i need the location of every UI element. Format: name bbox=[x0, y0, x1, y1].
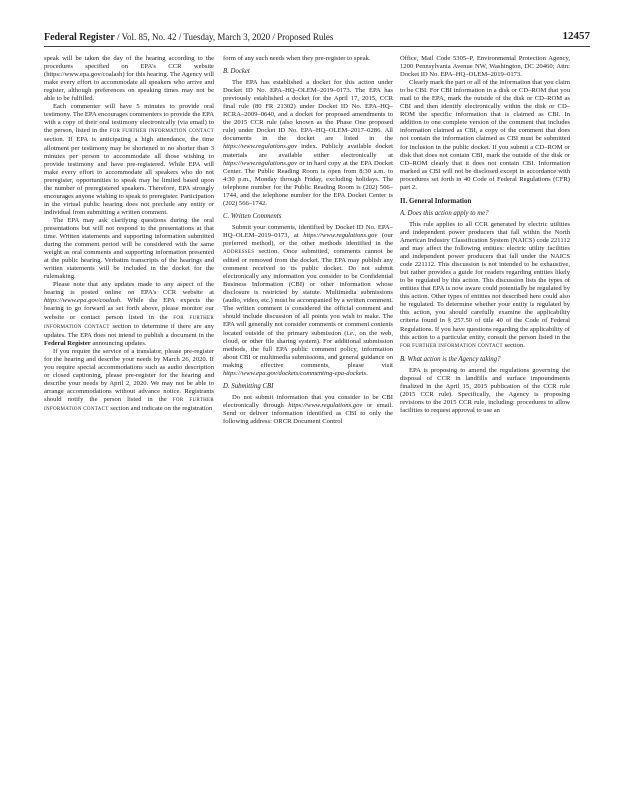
paragraph: This rule applies to all CCR generated by electric utilities and independent power producers that fall within the North American Industry Classification System (NAICS) code 221112 and may affect the following entities: electric utility facilities and independent power producers that fall under the NAICS code 221112. This discussion is not intended to be exhaustive, but rather provides a guide for readers regarding entities likely to be regulated by this action. This discussion lists the types of entities that EPA is now aware could potentially be regulated by this action. Other types of entities not described here could also be regulated. To determine whether your entity is regulated by this action, you should carefully examine the applicability criteria found in § 257.50 of title 40 of the Code of Federal Regulations. If you have questions regarding the applicability of this action to a particular entity, consult the person listed in the FOR FURTHER INFORMATION CONTACT section. bbox=[400, 220, 570, 349]
header-citation bbox=[44, 30, 333, 45]
journal-name: Federal Register bbox=[44, 32, 115, 43]
column-3 bbox=[400, 55, 570, 795]
paragraph: speak will be taken the day of the hearing according to the procedures specified on EPA's CCR website (https://www.epa.gov/coalash) for this hearing. The Agency will make every effort to accommodate all speakers who arrive and register, although preferences on speaking times may not be able to be fulfilled. bbox=[44, 55, 214, 103]
dockets-link[interactable]: https://www.epa.gov/dockets/commenting-epa-dockets bbox=[223, 369, 367, 377]
addresses-reference: ADDRESSES bbox=[223, 250, 255, 256]
regulations-link[interactable]: https://www.regulations.gov bbox=[223, 143, 297, 151]
section-heading-docket: B. Docket bbox=[223, 68, 250, 76]
section-heading-general-information: II. General Information bbox=[400, 196, 472, 205]
section-heading-submitting-cbi: D. Submitting CBI bbox=[223, 382, 274, 390]
contact-reference: FOR FURTHER INFORMATION CONTACT bbox=[44, 397, 214, 413]
section-heading-applicability: A. Does this action apply to me? bbox=[400, 209, 489, 217]
issue-details: / Vol. 85, No. 42 / Tuesday, March 3, 2020 / Proposed Rules bbox=[114, 32, 334, 42]
page-header bbox=[44, 30, 590, 47]
federal-register-ref: Federal Register bbox=[44, 339, 91, 347]
contact-reference: FOR FURTHER INFORMATION CONTACT bbox=[109, 129, 214, 135]
paragraph: The EPA has established a docket for this action under Docket ID No. EPA–HQ–OLEM–2019–0173. The EPA has previously established a docket for the April 17, 2015, CCR final rule (80 FR 21302) under Docket ID No. EPA–HQ–RCRA–2009–0640, and a docket for proposed amendments to the 2015 CCR rule (also known as the Phase One proposed rule) under Docket ID No. EPA–HQ–OLEM–2017–0286. All documents in the docket are listed in the https://www.regulations.gov index. Publicly available docket materials are available either electronically at https://www.regulations.gov or in hard copy at the EPA Docket Center. The Public Reading Room is open from 8:30 a.m. to 4:30 p.m., Monday through Friday, excluding holidays. The telephone number for the Public Reading Room is (202) 566–1744, and the telephone number for the EPA Docket Center is (202) 566–1742. bbox=[223, 79, 393, 207]
website-link[interactable]: https://www.epa.gov/coalash bbox=[44, 297, 121, 305]
paragraph: The EPA may ask clarifying questions during the oral presentations but will not respond to the presentations at that time. Written statements and supporting information submitted during the comment period will be considered with the same weight as oral comments and supporting information presented at the public hearing. Verbatim transcripts of the hearings and written statements will be included in the docket for the rulemaking. bbox=[44, 216, 214, 281]
regulations-link[interactable]: https://www.regulations.gov bbox=[223, 159, 297, 167]
paragraph: EPA is proposing to amend the regulations governing the disposal of CCR in landfills and surface impoundments finalized in the April 15, 2015 publication of the CCR rule (2015 CCR rule). Specifically, the Agency is proposing revisions to the 2015 CCR rule, including: procedures to allow facilities to request approval to use an bbox=[400, 366, 570, 414]
page-number: 12457 bbox=[562, 30, 590, 42]
paragraph: Please note that any updates made to any aspect of the hearing is posted online on EPA's CCR website at https://www.epa.gov/coalash. While the EPA expects the hearing to go forward as set forth above, please monitor our website or contact person listed in the FOR FURTHER INFORMATION CONTACT section to determine if there are any updates. The EPA does not intend to publish a document in the Federal Register announcing updates. bbox=[44, 281, 214, 347]
paragraph: If you require the service of a translator, please pre-register for the hearing and describe your needs by March 26, 2020. If you require special accommodations such as audio description or closed captioning, please pre-register for the hearing and describe your needs by April 2, 2020. We may not be able to arrange accommodations without advance notice. Registrants should notify the person listed in the FOR FURTHER INFORMATION CONTACT section and indicate on the registration bbox=[44, 347, 214, 413]
column-2 bbox=[223, 55, 393, 795]
paragraph: Each commenter will have 5 minutes to provide oral testimony. The EPA encourages commenters to provide the EPA with a copy of their oral testimony electronically (via email) to the person, listed in the FOR FURTHER INFORMATION CONTACT section. If EPA is anticipating a high attendance, the time allotment per testimony may be shortened to no shorter than 3 minutes per person to accommodate all those wishing to provide testimony and have pre-registered. While EPA will make every effort to accommodate all speakers who do not preregister, opportunities to speak may be limited based upon the number of preregistered speakers. Therefore, EPA strongly encourages anyone wishing to speak to preregister. Participation in the virtual public hearing does not preclude any entity or individual from submitting a written comment. bbox=[44, 103, 214, 216]
section-heading-agency-action: B. What action is the Agency taking? bbox=[400, 355, 501, 363]
paragraph: form of any such needs when they pre-register to speak. bbox=[223, 55, 371, 62]
paragraph: Office, Mail Code 5305–P, Environmental Protection Agency, 1200 Pennsylvania Avenue NW, Washington, DC 20460; Attn: Docket ID No. EPA–HQ–OLEM–2019–0173. bbox=[400, 55, 570, 79]
column-1 bbox=[44, 55, 214, 795]
paragraph: Clearly mark the part or all of the information that you claim to be CBI. For CBI information in a disk or CD–ROM that you mail to the EPA, mark the outside of the disk or CD–ROM as CBI and then identify electronically within the disk or CD–ROM the specific information that is claimed as CBI. In addition to one complete version of the comment that includes information claimed as CBI, a copy of the comment that does not contain the information claimed as CBI must be submitted for inclusion in the public docket. If you submit a CD–ROM or disk that does not contain CBI, mark the outside of the disk or CD–ROM clearly that it does not contain CBI. Information marked as CBI will not be disclosed except in accordance with procedures set forth in 40 Code of Federal Regulations (CFR) part 2. bbox=[400, 79, 570, 191]
section-heading-written-comments: C. Written Comments bbox=[223, 212, 282, 220]
paragraph: Do not submit information that you consider to be CBI electronically through https://www.regulations.gov or email. Send or deliver information identified as CBI to only the following address: ORCR Document Control bbox=[223, 393, 393, 425]
contact-reference: FOR FURTHER INFORMATION CONTACT bbox=[400, 343, 503, 349]
contact-reference: FOR FURTHER INFORMATION CONTACT bbox=[44, 315, 214, 330]
regulations-link[interactable]: https://www.regulations.gov bbox=[303, 231, 378, 239]
paragraph: Submit your comments, identified by Docket ID No. EPA–HQ–OLEM–2019–0173, at https://www.regulations.gov (our preferred method), or the other methods identified in the ADDRESSES section. Once submitted, comments cannot be edited or removed from the docket. The EPA may publish any comment received to its public docket. Do not submit electronically any information you consider to be Confidential Business Information (CBI) or other information whose disclosure is restricted by statute. Multimedia submissions (audio, video, etc.) must be accompanied by a written comment. The written comment is considered the official comment and should include discussion of all points you wish to make. The EPA will generally not consider comments or comment contents located outside of the primary submission (i.e., on the web, cloud, or other file sharing system). For additional submission methods, the full EPA public comment policy, information about CBI or multimedia submissions, and general guidance on making effective comments, please visit https://www.epa.gov/dockets/commenting-epa-dockets. bbox=[223, 223, 393, 377]
regulations-link[interactable]: https://www.regulations.gov bbox=[288, 401, 363, 409]
